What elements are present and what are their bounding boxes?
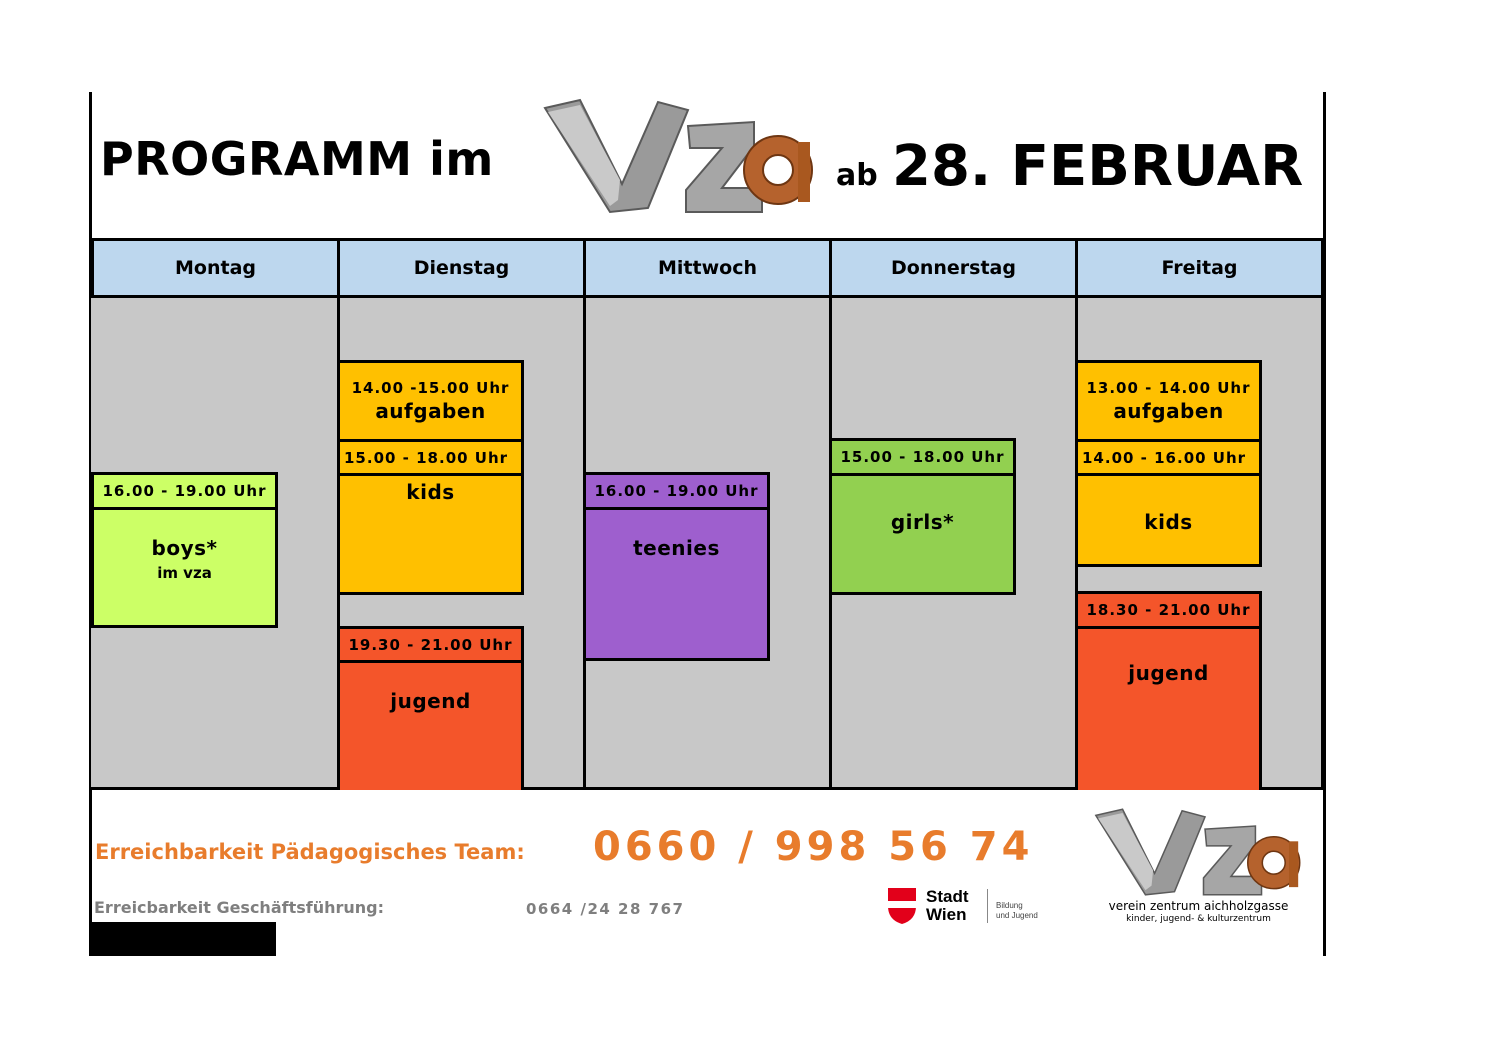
- management-contact-label: Erreicbarkeit Geschäftsführung:: [94, 898, 385, 917]
- wien-dept-2: und Jugend: [996, 911, 1038, 920]
- vza-logo: [540, 96, 815, 216]
- event-time: 15.00 - 18.00 Uhr: [344, 448, 509, 467]
- column-separator: [1321, 238, 1324, 790]
- event-tue-jugend: [337, 660, 524, 790]
- event-time: 13.00 - 14.00 Uhr: [1086, 379, 1251, 397]
- wien-dept-1: Bildung: [996, 901, 1023, 910]
- wien-name-1: Stadt: [926, 887, 969, 906]
- stadt-wien-logo: [886, 886, 1056, 926]
- vza-logo-footer: [1092, 806, 1302, 898]
- logo-caption-name: verein zentrum aichholzgasse: [1108, 899, 1289, 913]
- event-time-tue-kids: [337, 439, 524, 476]
- redaction-bar: [89, 922, 276, 956]
- date-prefix: ab: [836, 158, 878, 193]
- event-time-wed-teenies: [583, 472, 770, 510]
- team-phone: 0660 / 998 56 74: [593, 824, 1034, 870]
- event-time-fri-kids: [1075, 439, 1262, 476]
- event-label: boys*: [151, 536, 218, 560]
- day-header-mittwoch: Mittwoch: [583, 238, 832, 298]
- day-header-montag: Montag: [91, 238, 340, 298]
- event-label: aufgaben: [375, 399, 486, 423]
- event-thu-girls: [829, 473, 1016, 595]
- event-fri-aufgaben: [1075, 360, 1262, 442]
- logo-text: vza: [540, 96, 542, 97]
- event-time-fri-jugend: [1075, 591, 1262, 629]
- event-label: kids: [406, 480, 455, 504]
- wien-name-2: Wien: [926, 905, 967, 924]
- event-sub: im vza: [157, 564, 212, 582]
- day-header-donnerstag: Donnerstag: [829, 238, 1078, 298]
- event-tue-kids: [337, 473, 524, 595]
- event-label: aufgaben: [1113, 399, 1224, 423]
- day-header-freitag: Freitag: [1075, 238, 1324, 298]
- event-time: 15.00 - 18.00 Uhr: [840, 448, 1005, 466]
- schedule-grid: [91, 238, 1324, 790]
- event-time-thu-girls: [829, 438, 1016, 476]
- event-time: 16.00 - 19.00 Uhr: [102, 482, 267, 500]
- event-time: 14.00 - 16.00 Uhr: [1082, 448, 1247, 467]
- event-fri-jugend: [1075, 626, 1262, 790]
- event-time: 16.00 - 19.00 Uhr: [594, 482, 759, 500]
- event-time-tue-jugend: [337, 626, 524, 663]
- event-time-mon-boys: [91, 472, 278, 510]
- event-label: teenies: [633, 536, 720, 560]
- event-tue-aufgaben: [337, 360, 524, 442]
- start-date: 28. FEBRUAR: [892, 134, 1304, 199]
- event-label: girls*: [890, 510, 955, 534]
- management-phone: 0664 /24 28 767: [526, 900, 685, 918]
- event-time: 14.00 -15.00 Uhr: [351, 379, 510, 397]
- event-time: 18.30 - 21.00 Uhr: [1086, 601, 1251, 619]
- team-contact-label: Erreichbarkeit Pädagogisches Team:: [95, 840, 525, 864]
- day-header-dienstag: Dienstag: [337, 238, 586, 298]
- event-fri-kids: [1075, 473, 1262, 567]
- event-label: kids: [1144, 510, 1193, 534]
- event-mon-boys: [91, 507, 278, 628]
- logo-caption-subtitle: kinder, jugend- & kulturzentrum: [1126, 914, 1271, 924]
- event-wed-teenies: [583, 507, 770, 661]
- page-title: PROGRAMM im: [100, 132, 494, 186]
- event-time: 19.30 - 21.00 Uhr: [348, 635, 513, 654]
- event-label: jugend: [390, 689, 471, 713]
- event-label: jugend: [1128, 661, 1209, 685]
